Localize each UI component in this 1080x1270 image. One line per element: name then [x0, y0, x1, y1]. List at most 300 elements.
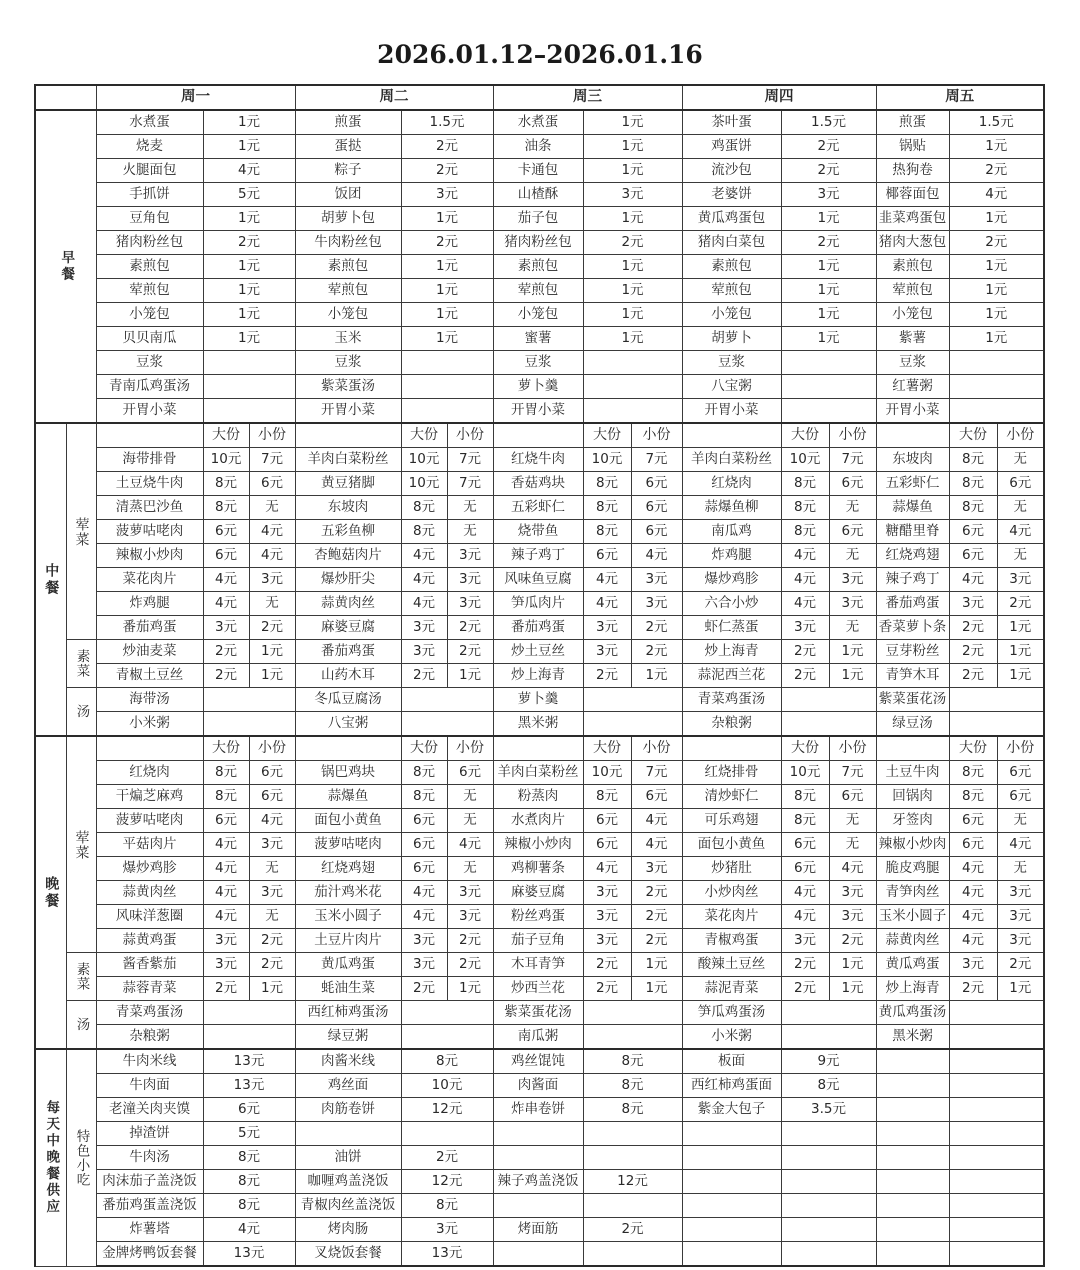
size-header-blank: [493, 736, 583, 761]
dish-name: 贝贝南瓜: [96, 327, 203, 351]
dish-name: 豆浆: [96, 351, 203, 375]
snack-price: [781, 1242, 876, 1267]
table-row: [35, 327, 1044, 351]
dish-price: 1元: [583, 303, 682, 327]
dish-price-large: 8元: [781, 785, 829, 809]
dish-name: 锅巴鸡块: [295, 761, 401, 785]
dish-price-small: 无: [249, 592, 295, 616]
dish-price-large: 2元: [401, 664, 447, 688]
table-row: [35, 183, 1044, 207]
snack-name: 西红柿鸡蛋面: [682, 1074, 781, 1098]
dish-price-small: 无: [447, 520, 493, 544]
snack-name: 咖喱鸡盖浇饭: [295, 1170, 401, 1194]
soup-name: 黄瓜鸡蛋汤: [876, 1001, 949, 1025]
dish-price: 1元: [949, 207, 1044, 231]
dish-price: 1元: [203, 110, 295, 135]
table-row: [35, 375, 1044, 399]
snack-price: 9元: [781, 1049, 876, 1074]
dish-name: 蛋挞: [295, 135, 401, 159]
snack-name: [876, 1242, 949, 1267]
dish-price-small: 6元: [631, 785, 682, 809]
dish-name: 青椒土豆丝: [96, 664, 203, 688]
dish-name: 素煎包: [493, 255, 583, 279]
dish-name: 牙签肉: [876, 809, 949, 833]
dish-price: [949, 375, 1044, 399]
dish-name: 粽子: [295, 159, 401, 183]
table-row: [35, 544, 1044, 568]
dish-price-large: 3元: [949, 592, 997, 616]
dish-price: 1.5元: [401, 110, 493, 135]
dish-price-small: 2元: [829, 929, 876, 953]
dish-price-large: 10元: [583, 448, 631, 472]
dish-price-small: 6元: [631, 472, 682, 496]
dish-price-small: 无: [447, 857, 493, 881]
dish-price-small: 2元: [249, 953, 295, 977]
snack-price: 3.5元: [781, 1098, 876, 1122]
dish-name: 虾仁蒸蛋: [682, 616, 781, 640]
dish-name: 羊肉白菜粉丝: [682, 448, 781, 472]
snack-name: [876, 1146, 949, 1170]
dish-name: 黄瓜鸡蛋包: [682, 207, 781, 231]
dish-price-small: 3元: [829, 905, 876, 929]
snack-name: 炸串卷饼: [493, 1098, 583, 1122]
table-row: [35, 231, 1044, 255]
dish-price-large: 2元: [949, 616, 997, 640]
dish-name: 酸辣土豆丝: [682, 953, 781, 977]
dish-name: 粉蒸肉: [493, 785, 583, 809]
size-header-large: 大份: [949, 736, 997, 761]
dish-price-large: 2元: [583, 953, 631, 977]
dish-price-large: 8元: [203, 785, 249, 809]
snack-name: [876, 1170, 949, 1194]
table-row: [35, 785, 1044, 809]
dish-price-small: 无: [249, 857, 295, 881]
dish-price-small: 6元: [829, 785, 876, 809]
snack-name: 肉筋卷饼: [295, 1098, 401, 1122]
dish-name: 番茄鸡蛋: [493, 616, 583, 640]
dish-price: [583, 351, 682, 375]
dish-price-large: 10元: [401, 472, 447, 496]
dish-price: 1元: [203, 327, 295, 351]
snack-name: 牛肉米线: [96, 1049, 203, 1074]
dish-name: 面包小黄鱼: [295, 809, 401, 833]
dish-name: 风味洋葱圈: [96, 905, 203, 929]
size-header-large: 大份: [949, 423, 997, 448]
size-header-blank: [682, 736, 781, 761]
dish-price-small: 1元: [249, 977, 295, 1001]
dish-name: 青笋木耳: [876, 664, 949, 688]
soup-name: 绿豆粥: [295, 1025, 401, 1050]
snack-price: [949, 1242, 1044, 1267]
snack-name: 紫金大包子: [682, 1098, 781, 1122]
dish-price-small: 7元: [447, 448, 493, 472]
soup-name: 南瓜粥: [493, 1025, 583, 1050]
snack-name: 肉酱米线: [295, 1049, 401, 1074]
day-header: 周四: [682, 85, 876, 110]
soup-name: 笋瓜鸡蛋汤: [682, 1001, 781, 1025]
dish-price-large: 8元: [583, 785, 631, 809]
dish-price-large: 2元: [781, 953, 829, 977]
table-row: [35, 255, 1044, 279]
dish-price-small: 1元: [447, 977, 493, 1001]
soup-blank: [949, 1001, 1044, 1025]
dish-name: 黄豆猪脚: [295, 472, 401, 496]
dish-name: 蒜爆鱼: [876, 496, 949, 520]
table-row: [35, 712, 1044, 737]
dish-price-large: 4元: [203, 568, 249, 592]
dish-price: 1元: [583, 207, 682, 231]
dish-price-large: 4元: [583, 568, 631, 592]
dish-name: 豆浆: [682, 351, 781, 375]
category-label-soup: 汤: [66, 688, 96, 737]
dish-name: 酱香紫茄: [96, 953, 203, 977]
dish-price-large: 3元: [401, 616, 447, 640]
dish-price-small: 3元: [249, 568, 295, 592]
dish-name: 爆炒鸡胗: [96, 857, 203, 881]
dish-price: 1元: [781, 303, 876, 327]
dish-name: 粉丝鸡蛋: [493, 905, 583, 929]
dish-name: 回锅肉: [876, 785, 949, 809]
dish-name: 椰蓉面包: [876, 183, 949, 207]
dish-name: 爆炒鸡胗: [682, 568, 781, 592]
dish-price-small: 2元: [631, 905, 682, 929]
menu-table: [34, 84, 1045, 1267]
dish-price: 3元: [401, 183, 493, 207]
dish-price-small: 1元: [249, 640, 295, 664]
dish-price-small: 6元: [829, 520, 876, 544]
snack-price: [949, 1146, 1044, 1170]
dish-price-small: 1元: [997, 640, 1044, 664]
dish-price: 1元: [203, 255, 295, 279]
size-header-blank: [682, 423, 781, 448]
category-label-soup: 汤: [66, 1001, 96, 1050]
size-header-large: 大份: [583, 423, 631, 448]
dish-name: 香菇鸡块: [493, 472, 583, 496]
snack-price: 8元: [401, 1049, 493, 1074]
snack-price: 2元: [401, 1146, 493, 1170]
dish-name: 麻婆豆腐: [493, 881, 583, 905]
dish-name: 饭团: [295, 183, 401, 207]
dish-price: [583, 375, 682, 399]
dish-name: 番茄鸡蛋: [876, 592, 949, 616]
dish-name: 红烧牛肉: [493, 448, 583, 472]
dish-name: 炸鸡腿: [96, 592, 203, 616]
category-label-veg: 素菜: [66, 640, 96, 688]
size-header-large: 大份: [401, 736, 447, 761]
snack-price: 13元: [203, 1242, 295, 1267]
dish-price-large: 8元: [781, 472, 829, 496]
dish-price-small: 2元: [631, 640, 682, 664]
soup-blank: [583, 1001, 682, 1025]
dish-name: 羊肉白菜粉丝: [493, 761, 583, 785]
dish-price-small: 无: [447, 785, 493, 809]
dish-name: 糖醋里脊: [876, 520, 949, 544]
table-row: [35, 640, 1044, 664]
snack-price: 12元: [401, 1170, 493, 1194]
dish-price: 1.5元: [781, 110, 876, 135]
dish-price-small: 无: [997, 544, 1044, 568]
dish-price-small: 4元: [631, 833, 682, 857]
dish-price-small: 3元: [249, 833, 295, 857]
size-header-small: 小份: [447, 736, 493, 761]
dish-name: 辣椒小炒肉: [96, 544, 203, 568]
dish-price: [949, 399, 1044, 424]
snack-name: [876, 1122, 949, 1146]
table-row: [35, 279, 1044, 303]
dish-name: 蚝油生菜: [295, 977, 401, 1001]
category-label-veg: 素菜: [66, 953, 96, 1001]
dish-name: 辣椒小炒肉: [876, 833, 949, 857]
dish-name: 蒜爆鱼柳: [682, 496, 781, 520]
dish-name: 青笋肉丝: [876, 881, 949, 905]
snack-name: [682, 1170, 781, 1194]
dish-name: 木耳青笋: [493, 953, 583, 977]
dish-name: 猪肉大葱包: [876, 231, 949, 255]
category-label-meat: 荤菜: [66, 736, 96, 953]
dish-name: 素煎包: [682, 255, 781, 279]
dish-price-large: 4元: [781, 568, 829, 592]
dish-name: 蜜薯: [493, 327, 583, 351]
dish-price: 2元: [949, 159, 1044, 183]
dish-name: 荤煎包: [96, 279, 203, 303]
size-header-small: 小份: [447, 423, 493, 448]
dish-name: 黄瓜鸡蛋: [295, 953, 401, 977]
soup-blank: [583, 688, 682, 712]
dish-name: 红烧排骨: [682, 761, 781, 785]
dish-name: 紫薯: [876, 327, 949, 351]
dish-name: 老婆饼: [682, 183, 781, 207]
dish-name: 小笼包: [682, 303, 781, 327]
snack-name: [876, 1218, 949, 1242]
dish-price-large: 10元: [203, 448, 249, 472]
dish-price-small: 4元: [631, 544, 682, 568]
dish-name: 茄汁鸡米花: [295, 881, 401, 905]
dish-price-large: 10元: [401, 448, 447, 472]
table-row: [35, 303, 1044, 327]
dish-name: 玉米小圆子: [876, 905, 949, 929]
dish-price-large: 2元: [781, 977, 829, 1001]
dish-name: 八宝粥: [682, 375, 781, 399]
size-header-small: 小份: [997, 423, 1044, 448]
dish-name: 辣椒小炒肉: [493, 833, 583, 857]
size-header-small: 小份: [631, 423, 682, 448]
dish-price-small: 2元: [447, 640, 493, 664]
dish-price-small: 4元: [249, 520, 295, 544]
dish-price-large: 10元: [781, 761, 829, 785]
dish-price-small: 3元: [447, 881, 493, 905]
table-row: [35, 905, 1044, 929]
dish-price: [401, 399, 493, 424]
dish-price-small: 4元: [249, 809, 295, 833]
dish-price-large: 3元: [583, 616, 631, 640]
table-row: [35, 110, 1044, 135]
dish-name: 五彩鱼柳: [295, 520, 401, 544]
dish-price-small: 1元: [447, 664, 493, 688]
dish-name: 豆浆: [493, 351, 583, 375]
table-row: [35, 736, 1044, 761]
table-row: [35, 1218, 1044, 1242]
dish-name: 炒西兰花: [493, 977, 583, 1001]
dish-price-large: 3元: [401, 640, 447, 664]
dish-price-small: 无: [829, 616, 876, 640]
dish-price-large: 8元: [401, 520, 447, 544]
dish-name: 猪肉白菜包: [682, 231, 781, 255]
dish-price-small: 3元: [997, 568, 1044, 592]
dish-price-small: 3元: [829, 568, 876, 592]
snack-price: 12元: [583, 1170, 682, 1194]
dish-name: 五彩虾仁: [876, 472, 949, 496]
dish-name: 火腿面包: [96, 159, 203, 183]
dish-price-large: 4元: [583, 592, 631, 616]
dish-price-large: 4元: [781, 881, 829, 905]
dish-price-large: 4元: [203, 905, 249, 929]
dish-price: 2元: [583, 231, 682, 255]
table-row: [35, 1146, 1044, 1170]
dish-name: 脆皮鸡腿: [876, 857, 949, 881]
dish-price: 1元: [583, 135, 682, 159]
snack-name: 鸡丝面: [295, 1074, 401, 1098]
dish-name: 红薯粥: [876, 375, 949, 399]
dish-price-small: 1元: [997, 616, 1044, 640]
dish-name: 手抓饼: [96, 183, 203, 207]
soup-blank: [583, 712, 682, 737]
dish-price-large: 6元: [583, 833, 631, 857]
dish-price-small: 1元: [249, 664, 295, 688]
dish-name: 东坡肉: [295, 496, 401, 520]
snack-price: [949, 1170, 1044, 1194]
size-header-small: 小份: [249, 423, 295, 448]
dish-name: 萝卜羹: [493, 375, 583, 399]
snack-name: 叉烧饭套餐: [295, 1242, 401, 1267]
dish-price-small: 3元: [631, 592, 682, 616]
soup-blank: [203, 712, 295, 737]
dish-price-large: 8元: [949, 472, 997, 496]
dish-name: 南瓜鸡: [682, 520, 781, 544]
dish-name: 炒油麦菜: [96, 640, 203, 664]
day-header: 周二: [295, 85, 493, 110]
dish-price-small: 7元: [631, 761, 682, 785]
dish-price-small: 无: [829, 833, 876, 857]
dish-price: 1元: [401, 207, 493, 231]
snack-name: [876, 1098, 949, 1122]
dish-name: 韭菜鸡蛋包: [876, 207, 949, 231]
dish-price-large: 6元: [949, 833, 997, 857]
snack-name: 肉沫茄子盖浇饭: [96, 1170, 203, 1194]
snack-name: [682, 1122, 781, 1146]
dish-price-small: 3元: [997, 881, 1044, 905]
dish-name: 黄瓜鸡蛋: [876, 953, 949, 977]
dish-name: 蒜黄鸡蛋: [96, 929, 203, 953]
snack-name: 辣子鸡盖浇饭: [493, 1170, 583, 1194]
snack-price: 8元: [203, 1170, 295, 1194]
dish-price-small: 无: [829, 809, 876, 833]
dish-price-small: 2元: [997, 592, 1044, 616]
dish-price-large: 10元: [781, 448, 829, 472]
dish-name: 豆浆: [876, 351, 949, 375]
dish-price-large: 8元: [203, 496, 249, 520]
dish-price-large: 3元: [583, 881, 631, 905]
dish-price-small: 2元: [997, 953, 1044, 977]
soup-blank: [583, 1025, 682, 1050]
dish-price: 2元: [401, 135, 493, 159]
snack-name: 鸡丝馄饨: [493, 1049, 583, 1074]
table-row: [35, 520, 1044, 544]
dish-price-small: 无: [447, 809, 493, 833]
snack-name: [682, 1194, 781, 1218]
snack-name: 油饼: [295, 1146, 401, 1170]
dish-price-small: 3元: [447, 568, 493, 592]
size-header-large: 大份: [781, 423, 829, 448]
dish-price-small: 1元: [631, 953, 682, 977]
dish-name: 小笼包: [295, 303, 401, 327]
soup-blank: [203, 1001, 295, 1025]
size-header-large: 大份: [781, 736, 829, 761]
dish-price-large: 3元: [781, 616, 829, 640]
dish-price-small: 3元: [631, 568, 682, 592]
dish-price-large: 8元: [583, 496, 631, 520]
snack-name: 牛肉面: [96, 1074, 203, 1098]
dish-name: 小笼包: [876, 303, 949, 327]
dish-price-large: 4元: [949, 857, 997, 881]
snack-name: [682, 1218, 781, 1242]
snack-price: 10元: [401, 1074, 493, 1098]
dish-price-large: 8元: [583, 520, 631, 544]
dish-price-large: 8元: [781, 496, 829, 520]
dish-price-large: 2元: [583, 977, 631, 1001]
dish-name: 荤煎包: [493, 279, 583, 303]
dish-price-small: 2元: [249, 929, 295, 953]
snack-name: 牛肉汤: [96, 1146, 203, 1170]
soup-blank: [401, 712, 493, 737]
dish-price-large: 3元: [203, 929, 249, 953]
dish-name: 素煎包: [96, 255, 203, 279]
dish-price-large: 2元: [781, 664, 829, 688]
dish-price-large: 8元: [781, 809, 829, 833]
size-header-blank: [493, 423, 583, 448]
snack-price: 8元: [583, 1049, 682, 1074]
soup-name: 萝卜羹: [493, 688, 583, 712]
dish-price-large: 3元: [401, 953, 447, 977]
dish-price-small: 6元: [631, 496, 682, 520]
dish-name: 胡萝卜: [682, 327, 781, 351]
dish-price-small: 3元: [997, 929, 1044, 953]
table-row: [35, 472, 1044, 496]
dish-price: 4元: [949, 183, 1044, 207]
dish-price-large: 6元: [203, 809, 249, 833]
dish-name: 小笼包: [493, 303, 583, 327]
table-row: [35, 1001, 1044, 1025]
dish-price-large: 6元: [203, 520, 249, 544]
dish-price-small: 1元: [997, 977, 1044, 1001]
dish-name: 开胃小菜: [96, 399, 203, 424]
dish-price-small: 7元: [829, 761, 876, 785]
dish-price-small: 4元: [249, 544, 295, 568]
soup-blank: [401, 688, 493, 712]
dish-price-small: 6元: [447, 761, 493, 785]
dish-name: 炒上海青: [493, 664, 583, 688]
dish-name: 蒜黄肉丝: [876, 929, 949, 953]
snack-price: 8元: [583, 1098, 682, 1122]
dish-name: 开胃小菜: [493, 399, 583, 424]
dish-price-large: 4元: [401, 592, 447, 616]
dish-name: 海带排骨: [96, 448, 203, 472]
dish-price-small: 2元: [631, 881, 682, 905]
size-header-blank: [876, 423, 949, 448]
table-row: [35, 977, 1044, 1001]
dish-price-large: 3元: [203, 953, 249, 977]
meal-label-lunch: 中餐: [35, 423, 66, 736]
snack-price: 8元: [781, 1074, 876, 1098]
